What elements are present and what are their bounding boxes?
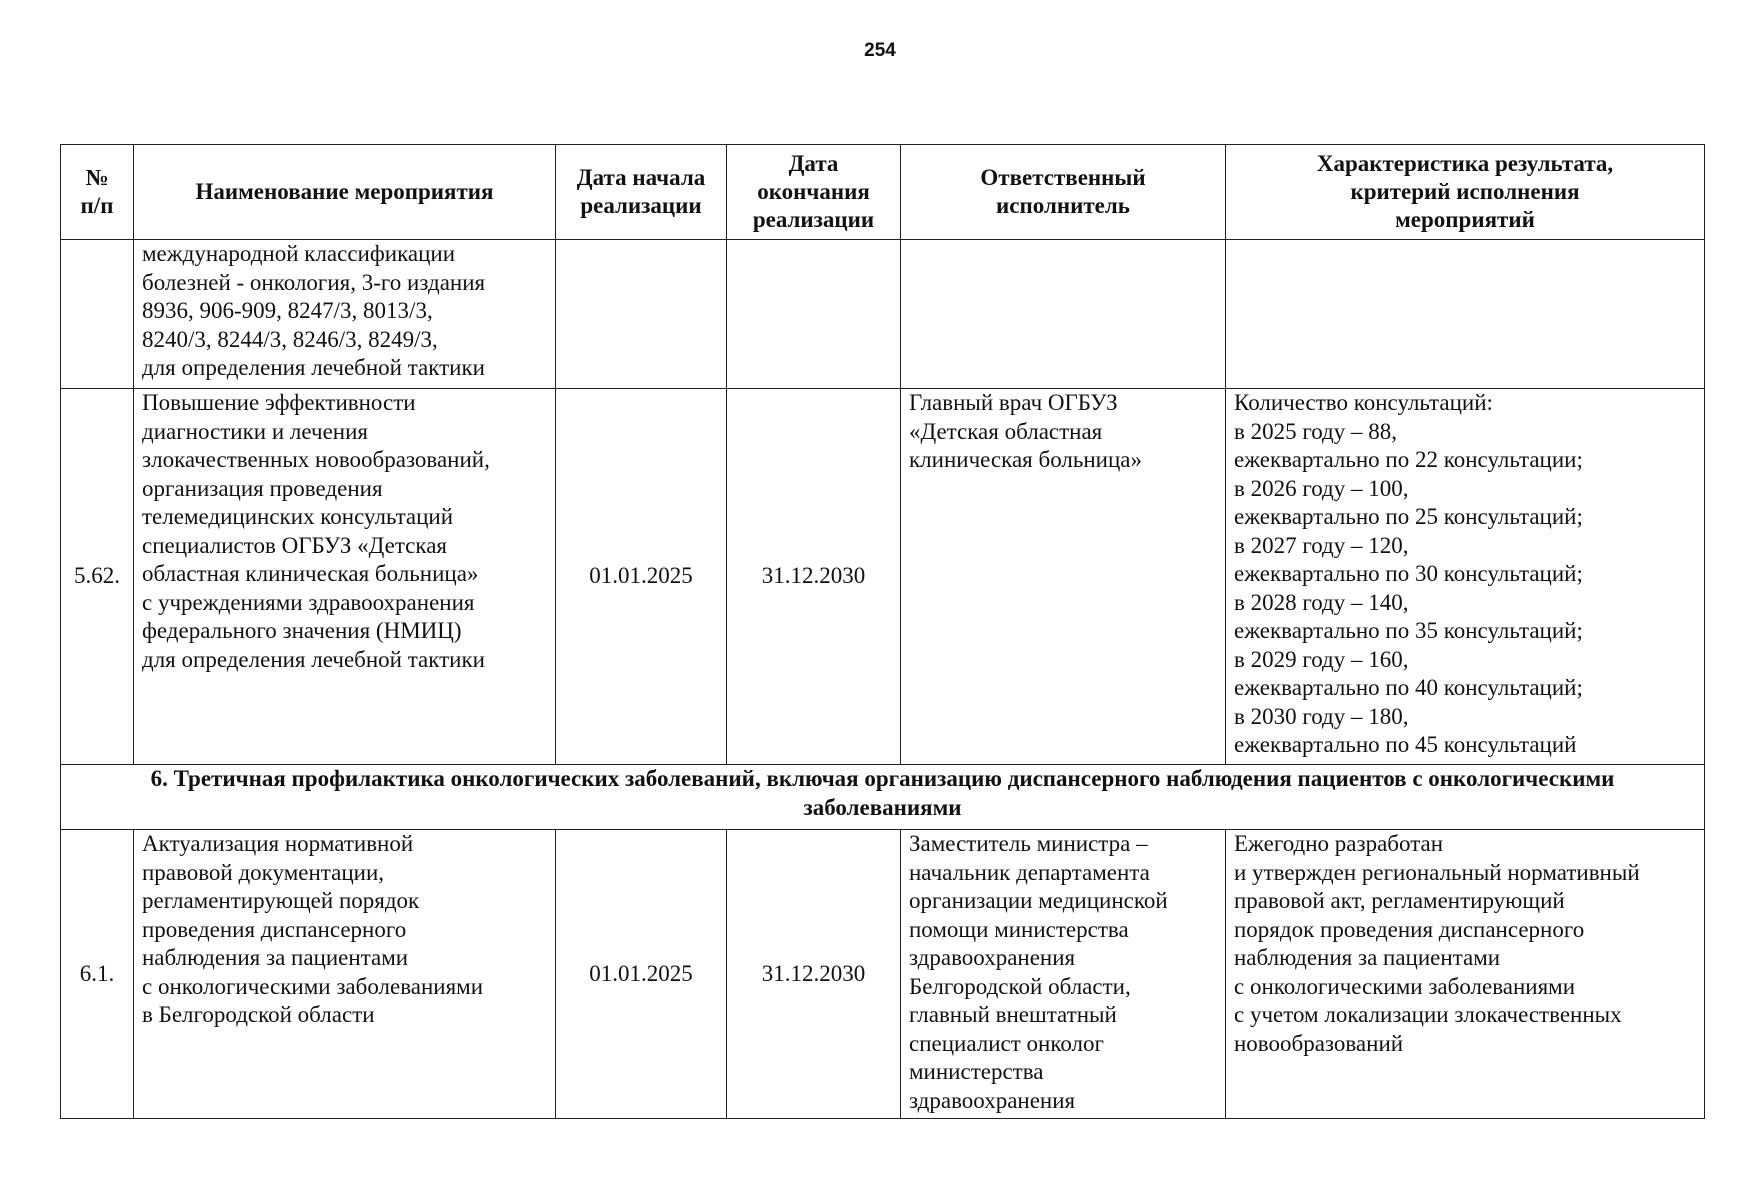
table-row xyxy=(61,830,1705,1119)
activities-table xyxy=(60,144,1705,1119)
cell-name: Актуализация нормативной правовой документации, регламентирующей порядок проведения диспансерного наблюдения за пациентами с онкологическими заболеваниями в Белгородской области xyxy=(134,830,556,1119)
cell-end-date: 31.12.2030 xyxy=(727,830,901,1119)
cell-result: Количество консультаций: в 2025 году – 88, ежеквартально по 22 консультации; в 2026 году – 100, ежеквартально по 25 консультаций; в 2027 году – 120, ежеквартально по 30 консультаций; в 2028 году – 140, ежеквартально по 35 консультаций; в 2029 году – 160, ежеквартально по 40 консультаций; в 2030 году – 180, ежеквартально по 45 консультаций xyxy=(1226,389,1705,765)
cell-num xyxy=(61,240,134,389)
section-heading-row xyxy=(61,765,1705,830)
table-row xyxy=(61,389,1705,765)
cell-name: международной классификации болезней - онкология, 3-го издания 8936, 906-909, 8247/3, 8013/3, 8240/3, 8244/3, 8246/3, 8249/3, для определения лечебной тактики xyxy=(134,240,556,389)
table-row xyxy=(61,240,1705,389)
cell-responsible: Заместитель министра – начальник департамента организации медицинской помощи министерства здравоохранения Белгородской области, главный внештатный специалист онколог министерства здравоохранения xyxy=(901,830,1226,1119)
header-responsible: Ответственный исполнитель xyxy=(901,145,1226,240)
header-result: Характеристика результата, критерий исполнения мероприятий xyxy=(1226,145,1705,240)
cell-responsible xyxy=(901,240,1226,389)
cell-start-date: 01.01.2025 xyxy=(556,830,727,1119)
header-num: № п/п xyxy=(61,145,134,240)
header-end-date: Дата окончания реализации xyxy=(727,145,901,240)
table-header-row xyxy=(61,145,1705,240)
cell-end-date: 31.12.2030 xyxy=(727,389,901,765)
cell-end-date xyxy=(727,240,901,389)
cell-result: Ежегодно разработан и утвержден региональный нормативный правовой акт, регламентирующий порядок проведения диспансерного наблюдения за пациентами с онкологическими заболеваниями с учетом локализации злокачественных новообразований xyxy=(1226,830,1705,1119)
header-name: Наименование мероприятия xyxy=(134,145,556,240)
cell-start-date: 01.01.2025 xyxy=(556,389,727,765)
cell-num: 6.1. xyxy=(61,830,134,1119)
section-heading: 6. Третичная профилактика онкологических заболеваний, включая организацию диспансерного наблюдения пациентов с онкологическими заболеваниями xyxy=(61,765,1705,830)
cell-num: 5.62. xyxy=(61,389,134,765)
header-start-date: Дата начала реализации xyxy=(556,145,727,240)
cell-name: Повышение эффективности диагностики и лечения злокачественных новообразований, организация проведения телемедицинских консультаций специалистов ОГБУЗ «Детская областная клиническая больница» с учреждениями здравоохранения федерального значения (НМИЦ) для определения лечебной тактики xyxy=(134,389,556,765)
cell-result xyxy=(1226,240,1705,389)
cell-responsible: Главный врач ОГБУЗ «Детская областная клиническая больница» xyxy=(901,389,1226,765)
page-number: 254 xyxy=(864,40,896,61)
cell-start-date xyxy=(556,240,727,389)
